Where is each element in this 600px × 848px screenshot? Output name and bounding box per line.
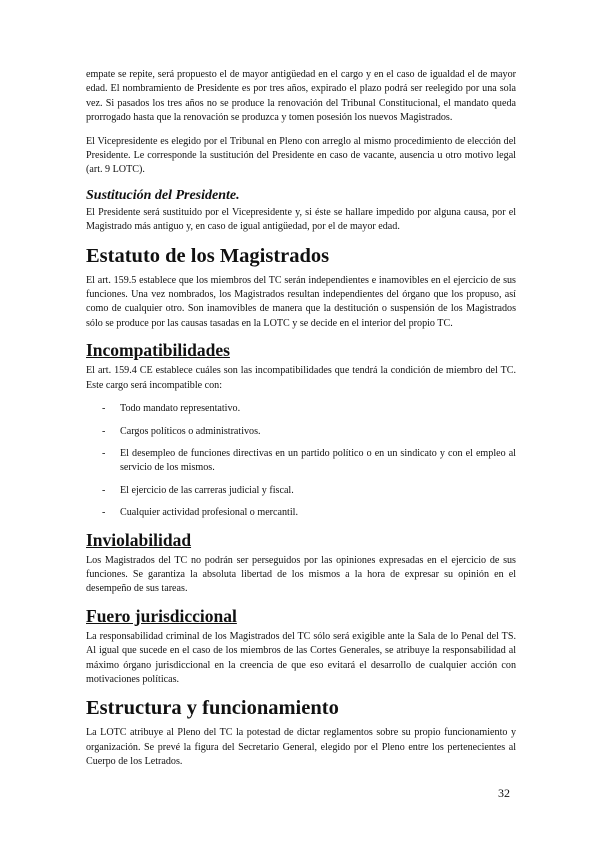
- list-item-text: El desempleo de funciones directivas en un partido político o en un sindicato y con el empleo al servicio de los mismos.: [120, 447, 516, 474]
- section-heading: Estructura y funcionamiento: [86, 697, 339, 720]
- list-marker: -: [102, 425, 106, 437]
- list-item-text: Cualquier actividad profesional o mercantil.: [120, 507, 298, 519]
- bullet-list: [86, 402, 516, 520]
- paragraph: Los Magistrados del TC no podrán ser perseguidos por las opiniones expresadas en el ejercicio de sus funciones. Se garantiza la absoluta libertad de los mismos a la hora de expresar su opinión en el desempeño de sus tareas.: [86, 554, 516, 595]
- paragraph: La LOTC atribuye al Pleno del TC la potestad de dictar reglamentos sobre su propio funcionamiento y organización. Se prevé la figura del Secretario General, elegido por el Pleno entre los pertenecientes al Cuerpo de los Letrados.: [86, 727, 516, 768]
- list-marker: -: [102, 484, 106, 496]
- document-page: [86, 68, 516, 779]
- page-number: 32: [498, 786, 510, 800]
- list-item-text: Cargos políticos o administrativos.: [120, 425, 261, 437]
- list-marker: -: [102, 447, 106, 459]
- subsection-heading: Inviolabilidad: [86, 529, 192, 550]
- subsection-heading: Incompatibilidades: [86, 340, 230, 361]
- list-item: [102, 447, 516, 476]
- paragraph: empate se repite, será propuesto el de mayor antigüedad en el cargo y en el caso de igualdad el de mayor edad. El nombramiento de Presidente es por tres años, expirado el plazo podrá ser reelegido por una sola vez. Si pasados los tres años no se produce la renovación del Tribunal Constitucional, el mandato queda prorrogado hasta que la renovación se produzca y tomen posesión los nuevos Magistrados.: [86, 69, 516, 124]
- section-heading: Estatuto de los Magistrados: [86, 244, 330, 267]
- list-item: [102, 484, 516, 498]
- subheading: Sustitución del Presidente.: [86, 187, 240, 203]
- list-item-text: El ejercicio de las carreras judicial y fiscal.: [120, 484, 294, 496]
- paragraph: La responsabilidad criminal de los Magistrados del TC sólo será exigible ante la Sala de lo Penal del TS. Al igual que sucede en el caso de los miembros de las Cortes Generales, se atribuye la responsabilidad al máximo órgano jurisdiccional en la creencia de que eso evitará el desarrollo de cualquier acción con motivaciones políticas.: [86, 630, 516, 685]
- list-item: [102, 402, 516, 416]
- paragraph: El art. 159.4 CE establece cuáles son las incompatibilidades que tendrá la condición de miembro del TC. Este cargo será incompatible con:: [86, 365, 516, 391]
- list-item-text: Todo mandato representativo.: [120, 403, 241, 415]
- paragraph: El art. 159.5 establece que los miembros del TC serán independientes e inamovibles en el ejercicio de sus funciones. Una vez nombrados, los Magistrados resultan independientes del órgano que los propuso, así como de cualquier otro. Son inamovibles de manera que la destitución o suspensión de los Magistrados sólo se produce por las causas tasadas en la LOTC y se decide en el interior del propio TC.: [86, 274, 516, 329]
- list-item: [102, 425, 516, 439]
- list-marker: -: [102, 403, 106, 415]
- list-marker: -: [102, 507, 106, 519]
- paragraph: El Presidente será sustituido por el Vicepresidente y, si éste se hallare impedido por alguna causa, por el Magistrado más antiguo y, en caso de igual antigüedad, por el de mayor edad.: [86, 206, 516, 233]
- paragraph: El Vicepresidente es elegido por el Tribunal en Pleno con arreglo al mismo procedimiento de elección del Presidente. Le corresponde la sustitución del Presidente en caso de vacante, ausencia u otro motivo legal (art. 9 LOTC).: [86, 135, 516, 176]
- list-item: [102, 506, 516, 520]
- subsection-heading: Fuero jurisdiccional: [86, 605, 237, 626]
